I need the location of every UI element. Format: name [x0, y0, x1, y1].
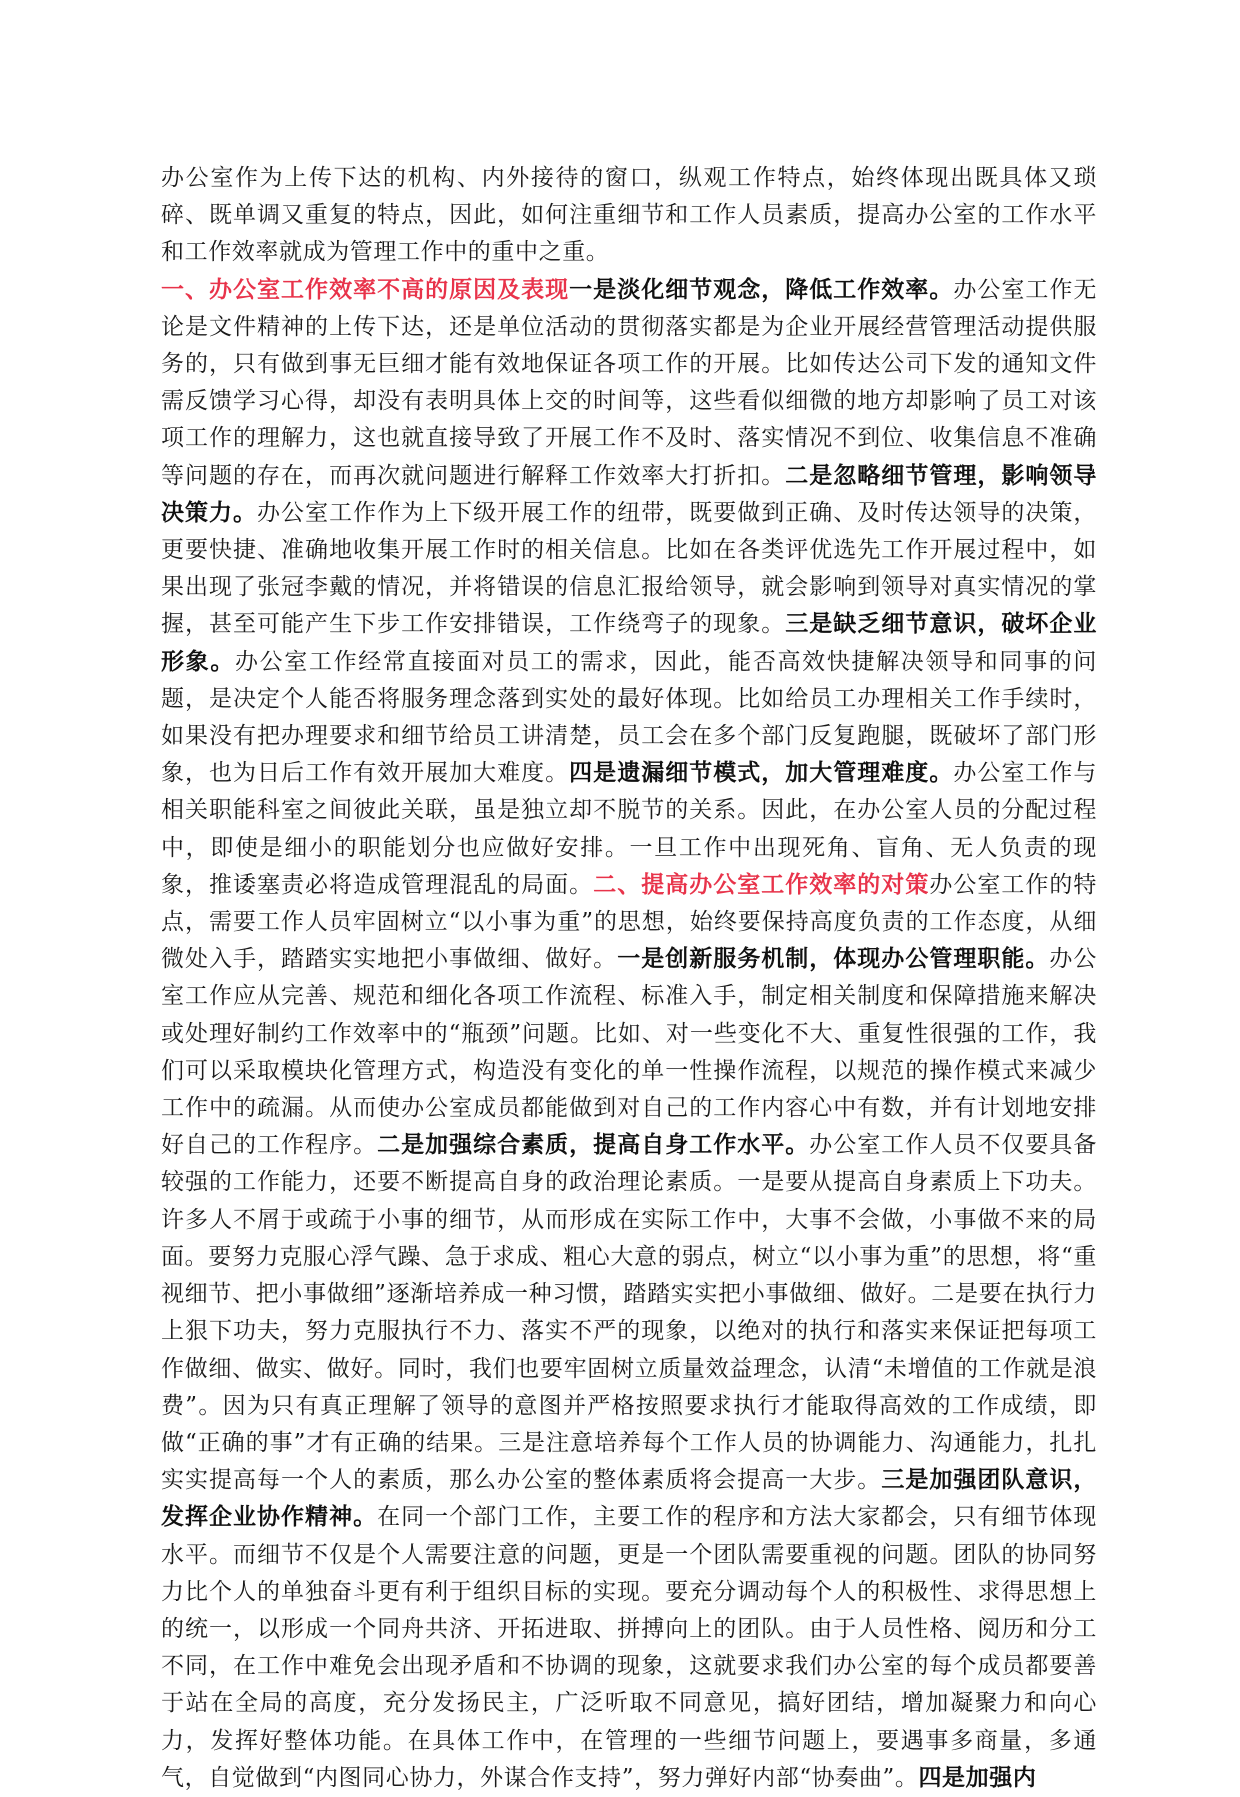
point-text: 在同一个部门工作，主要工作的程序和方法大家都会，只有细节体现水平。而细节不仅是个人需要注意的问题，更是一个团队需要重视的问题。团队的协同努力比个人的单独奋斗更有利于组织目标的实现。要充分调动每个人的积极性、求得思想上的统一，以形成一个同舟共济、开拓进取、拼搏向上的团队。由于人员性格、阅历和分工不同，在工作中难免会出现矛盾和不协调的现象，这就要求我们办公室的每个成员都要善于站在全局的高度，充分发扬民主，广泛听取不同意见，搞好团结，增加凝聚力和向心力，发挥好整体功能。在具体工作中，在管理的一些细节问题上，要遇事多商量，多通气，自觉做到“内图同心协力，外谋合作支持”，努力弹好内部“协奏曲”。	[161, 1504, 1097, 1791]
document-body	[161, 160, 1097, 1797]
section-lead: 办公室工作的特点，需要工作人员牢固树立“以小事为重”的思想，始终要保持高度负责的工作态度，从细微处入手，踏踏实实地把小事做细、做好。	[161, 871, 1097, 973]
point-text: 办公室工作作为上下级开展工作的纽带，既要做到正确、及时传达领导的决策，更要快捷、准确地收集开展工作时的相关信息。比如在各类评优选先工作开展过程中，如果出现了张冠李戴的情况，并将错误的信息汇报给领导，就会影响到领导对真实情况的掌握，甚至可能产生下步工作安排错误，工作绕弯子的现象。	[161, 499, 1097, 638]
point-text: 办公室工作无论是文件精神的上传下达，还是单位活动的贯彻落实都是为企业开展经营管理活动提供服务的，只有做到事无巨细才能有效地保证各项工作的开展。比如传达公司下发的通知文件需反馈学习心得，却没有表明具体上交的时间等，这些看似细微的地方却影响了员工对该项工作的理解力，这也就直接导致了开展工作不及时、落实情况不到位、收集信息不准确等问题的存在，而再次就问题进行解释工作效率大打折扣。	[161, 276, 1097, 489]
point-text: 办公室工作应从完善、规范和细化各项工作流程、标准入手，制定相关制度和保障措施来解决或处理好制约工作效率中的“瓶颈”问题。比如、对一些变化不大、重复性很强的工作，我们可以采取模块化管理方式，构造没有变化的单一性操作流程，以规范的操作模式来减少工作中的疏漏。从而使办公室成员都能做到对自己的工作内容心中有数，并有计划地安排好自己的工作程序。	[161, 946, 1098, 1159]
point-title: 二是加强综合素质，提高自身工作水平。	[377, 1132, 810, 1159]
point-text: 办公室工作人员不仅要具备较强的工作能力，还要不断提高自身的政治理论素质。一是要从提高自身素质上下功夫。许多人不屑于或疏于小事的细节，从而形成在实际工作中，大事不会做，小事做不来的局面。要努力克服心浮气躁、急于求成、粗心大意的弱点，树立“以小事为重”的思想，将“重视细节、把小事做细”逐渐培养成一种习惯，踏踏实实把小事做细、做好。二是要在执行力上狠下功夫，努力克服执行不力、落实不严的现象，以绝对的执行和落实来保证把每项工作做细、做实、做好。同时，我们也要牢固树立质量效益理念，认清“未增值的工作就是浪费”。因为只有真正理解了领导的意图并严格按照要求执行才能取得高效的工作成绩，即做“正确的事”才有正确的结果。三是注意培养每个工作人员的协调能力、沟通能力，扎扎实实提高每一个人的素质，那么办公室的整体素质将会提高一大步。	[161, 1132, 1097, 1494]
point-title: 三是加强团队意识，发挥企业协作精神。	[161, 1467, 1097, 1531]
section-heading-1: 一、办公室工作效率不高的原因及表现	[161, 276, 570, 303]
point-text: 办公室工作与相关职能科室之间彼此关联，虽是独立却不脱节的关系。因此，在办公室人员的分配过程中，即使是细小的职能划分也应做好安排。一旦工作中出现死角、盲角、无人负责的现象，推诿塞责必将造成管理混乱的局面。	[161, 760, 1097, 898]
intro-paragraph: 办公室作为上传下达的机构、内外接待的窗口，纵观工作特点，始终体现出既具体又琐碎、既单调又重复的特点，因此，如何注重细节和工作人员素质，提高办公室的工作水平和工作效率就成为管理工作中的重中之重。	[161, 165, 1097, 266]
section-heading-2: 二、提高办公室工作效率的对策	[593, 871, 930, 898]
point-title: 二是忽略细节管理，影响领导决策力。	[161, 462, 1097, 526]
point-title: 四是加强内	[918, 1764, 1037, 1791]
point-title: 一是淡化细节观念，降低工作效率。	[569, 276, 954, 303]
point-title: 四是遗漏细节模式，加大管理难度。	[569, 760, 954, 787]
point-text: 办公室工作经常直接面对员工的需求，因此，能否高效快捷解决领导和同事的问题，是决定个人能否将服务理念落到实处的最好体现。比如给员工办理相关工作手续时，如果没有把办理要求和细节给员工讲清楚，员工会在多个部门反复跑腿，既破坏了部门形象，也为日后工作有效开展加大难度。	[161, 648, 1097, 787]
point-title: 三是缺乏细节意识，破坏企业形象。	[161, 611, 1097, 675]
main-paragraph	[161, 272, 1097, 1797]
point-title: 一是创新服务机制，体现办公管理职能。	[617, 946, 1050, 973]
